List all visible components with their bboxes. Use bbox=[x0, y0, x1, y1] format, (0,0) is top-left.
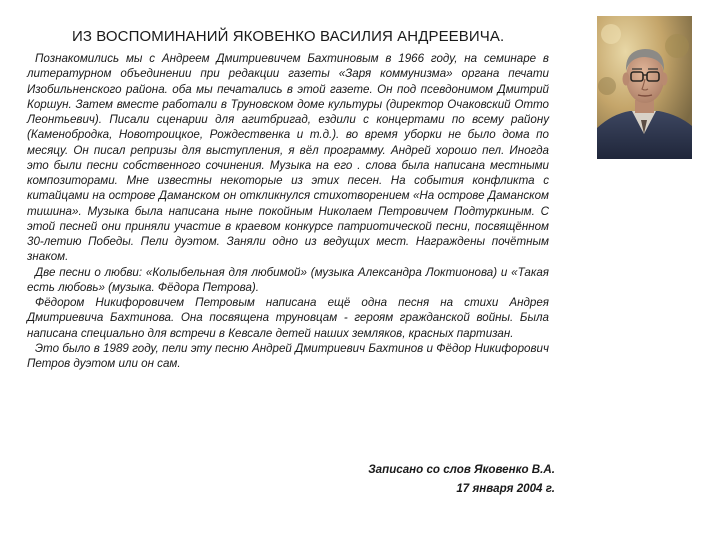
page-title: ИЗ ВОСПОМИНАНИЙ ЯКОВЕНКО ВАСИЛИЯ АНДРЕЕВИЧА. bbox=[72, 28, 505, 45]
portrait-illustration bbox=[597, 16, 692, 159]
paragraph-1: Познакомились мы с Андреем Дмитриевичем Бахтиновым в 1966 году, на семинаре в литературном объединении при редакции газеты «Заря коммунизма» органа печати Изобильненского района. оба мы печатались в этой газете. Он под псевдонимом Дмитрий Коршун. Затем вместе работали в Труновском доме культуры (директор Очаковский Отто Леонтьевич). Писали сценарии для агитбригад, ездили с концертами по всему району (Каменобродка, Новотроицкое, Рождественка и т.д.). во время уборки не было дома по месяцу. Он писал репризы для выступления, я вёл программу. Андрей хорошо пел. Иногда это были песни собственного сочинения. Музыка на его . слова была написана местными композиторами. Мне известны некоторые из этих песен. На события конфликта с китайцами на острове Даманском он откликнулся стихотворением «На острове Даманском тишина». Музыка была написана ныне покойным Николаем Петровичем Подтуркиным. С этой песней они приняли участие в краевом конкурсе патриотической песни, посвящённом 30-летию Победы. Пели дуэтом. Заняли одно из ведущих мест. Награждены почётным знаком. bbox=[27, 52, 549, 264]
signature bbox=[368, 460, 555, 498]
signature-date: 17 января 2004 г. bbox=[456, 482, 555, 495]
portrait-photo bbox=[597, 16, 692, 159]
memoir-text bbox=[27, 51, 549, 371]
signature-author: Записано со слов Яковенко В.А. bbox=[368, 463, 555, 476]
paragraph-3: Фёдором Никифоровичем Петровым написана ещё одна песня на стихи Андрея Дмитриевича Бахтинова. Она посвящена труновцам - героям гражданской войны. Была написана специально для встречи в Кевсале детей наших земляков, красных партизан. bbox=[27, 296, 549, 340]
paragraph-2: Две песни о любви: «Колыбельная для любимой» (музыка Александра Локтионова) и «Такая есть любовь» (музыка. Фёдора Петрова). bbox=[27, 265, 549, 294]
paragraph-4: Это было в 1989 году, пели эту песню Андрей Дмитриевич Бахтинов и Фёдор Никифорович Петров дуэтом или он сам. bbox=[27, 341, 549, 370]
